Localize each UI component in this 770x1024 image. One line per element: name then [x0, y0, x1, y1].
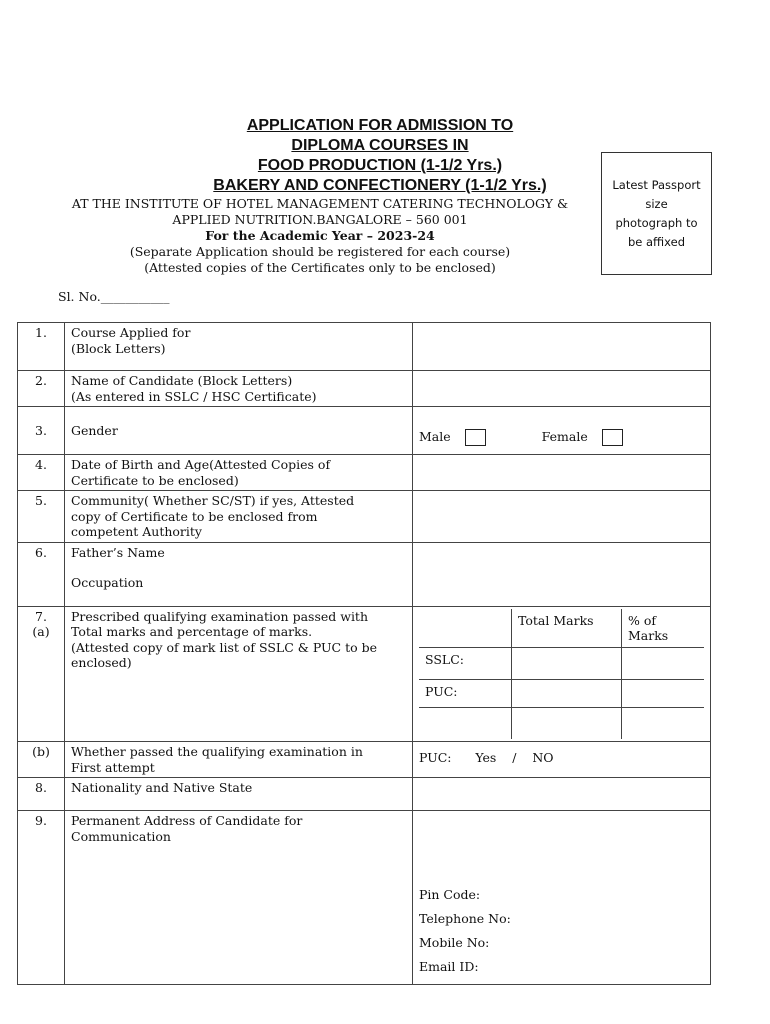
- label-line: Occupation: [71, 575, 144, 590]
- row-number: 3.: [18, 407, 65, 455]
- label-line: (Attested copy of mark list of SSLC & PUC to be: [71, 639, 378, 655]
- row-number: 8.: [18, 778, 65, 811]
- mobile-label: Mobile No:: [419, 935, 490, 950]
- row-label: [65, 491, 413, 543]
- label-line: Date of Birth and Age(Attested Copies of: [71, 457, 331, 472]
- father-input[interactable]: [413, 542, 711, 606]
- sslc-total-input[interactable]: [512, 647, 622, 679]
- form-title-2: DIPLOMA COURSES IN: [291, 137, 469, 154]
- academic-year: For the Academic Year – 2023-24: [205, 228, 435, 243]
- row-number: 2.: [18, 371, 65, 407]
- course-input[interactable]: [413, 323, 711, 371]
- label-line: Course Applied for: [71, 325, 191, 340]
- male-label: Male: [419, 429, 451, 444]
- email-label: Email ID:: [419, 959, 479, 974]
- row-label: [65, 455, 413, 491]
- label-line: Permanent Address of Candidate for: [71, 813, 303, 828]
- row-number-sub: (a): [32, 624, 50, 639]
- address-input[interactable]: [413, 811, 711, 985]
- row-address: [18, 811, 711, 985]
- row-candidate-name: [18, 371, 711, 407]
- label-line: enclosed): [71, 655, 132, 670]
- puc-label: PUC:: [419, 679, 512, 707]
- first-attempt-answer[interactable]: PUC: Yes / NO: [413, 742, 711, 778]
- male-checkbox[interactable]: [465, 429, 486, 446]
- row-date-of-birth: [18, 455, 711, 491]
- row-number-main: 7.: [35, 608, 47, 624]
- row-qualifying-exam: [18, 606, 711, 742]
- sslc-percent-input[interactable]: [622, 647, 705, 679]
- institute-line-2: APPLIED NUTRITION.BANGALORE – 560 001: [172, 212, 468, 227]
- marks-table-cell: [413, 606, 711, 742]
- gender-options: [413, 407, 711, 455]
- row-number: 6.: [18, 542, 65, 606]
- dob-input[interactable]: [413, 455, 711, 491]
- female-label: Female: [541, 429, 588, 444]
- label-line: Father’s Name: [71, 544, 165, 560]
- row-label: [65, 371, 413, 407]
- telephone-label: Telephone No:: [419, 911, 511, 926]
- photo-box-text-1: Latest Passport: [612, 177, 701, 192]
- marks-blank-header: [419, 609, 512, 648]
- note-separate-application: (Separate Application should be registered for each course): [129, 244, 511, 259]
- label-line: competent Authority: [71, 524, 202, 539]
- serial-number-field[interactable]: Sl. No.___________: [58, 289, 170, 304]
- row-gender: [18, 407, 711, 455]
- col-total-marks: Total Marks: [512, 609, 622, 648]
- row-label: [65, 811, 413, 985]
- label-line: Total marks and percentage of marks.: [71, 624, 313, 639]
- puc-percent-input[interactable]: [622, 679, 705, 707]
- extra-percent-input[interactable]: [622, 707, 705, 739]
- form-title-1: APPLICATION FOR ADMISSION TO: [246, 117, 514, 134]
- nationality-input[interactable]: [413, 778, 711, 811]
- note-attested-copies: (Attested copies of the Certificates only to be enclosed): [144, 260, 496, 275]
- row-father: [18, 542, 711, 606]
- row-number: 9.: [18, 811, 65, 985]
- row-label: Gender: [65, 407, 413, 455]
- photo-box-text-3: photograph to: [615, 215, 698, 230]
- row-nationality: [18, 778, 711, 811]
- institute-line-1: AT THE INSTITUTE OF HOTEL MANAGEMENT CATERING TECHNOLOGY &: [71, 196, 569, 211]
- label-line: First attempt: [71, 759, 155, 775]
- row-label: [65, 542, 413, 606]
- row-course: [18, 323, 711, 371]
- passport-photo-box[interactable]: [601, 152, 712, 275]
- application-form-table: [17, 322, 711, 985]
- row-label: [65, 323, 413, 371]
- label-line: (Block Letters): [71, 340, 166, 356]
- puc-total-input[interactable]: [512, 679, 622, 707]
- row-community: [18, 491, 711, 543]
- form-title-3: FOOD PRODUCTION (1-1/2 Yrs.): [257, 157, 503, 174]
- label-line: copy of Certificate to be enclosed from: [71, 508, 318, 524]
- community-input[interactable]: [413, 491, 711, 543]
- row-number: 1.: [18, 323, 65, 371]
- female-checkbox[interactable]: [602, 429, 623, 446]
- photo-box-text-4: be affixed: [627, 234, 686, 249]
- candidate-name-input[interactable]: [413, 371, 711, 407]
- row-label: Nationality and Native State: [65, 778, 413, 811]
- photo-box-text-2: size: [645, 196, 668, 211]
- col-percent-marks: % of Marks: [622, 609, 705, 648]
- sslc-label: SSLC:: [419, 647, 512, 679]
- label-line: (As entered in SSLC / HSC Certificate): [71, 388, 317, 404]
- label-line: Whether passed the qualifying examination in: [71, 744, 363, 759]
- label-line: Communication: [71, 828, 171, 844]
- row-number: [18, 606, 65, 742]
- label-line: Name of Candidate (Block Letters): [71, 373, 293, 388]
- row-number: 4.: [18, 455, 65, 491]
- label-line: Certificate to be enclosed): [71, 472, 239, 488]
- row-label: [65, 742, 413, 778]
- row-number: 5.: [18, 491, 65, 543]
- pin-code-label: Pin Code:: [419, 887, 481, 902]
- row-number: (b): [18, 742, 65, 778]
- extra-label-cell[interactable]: [419, 707, 512, 739]
- form-title-4: BAKERY AND CONFECTIONERY (1-1/2 Yrs.): [213, 177, 547, 194]
- row-first-attempt: [18, 742, 711, 778]
- label-line: Prescribed qualifying examination passed with: [71, 608, 369, 624]
- row-label: [65, 606, 413, 742]
- label-line: Community( Whether SC/ST) if yes, Attested: [71, 493, 355, 508]
- extra-total-input[interactable]: [512, 707, 622, 739]
- marks-table: [419, 609, 704, 740]
